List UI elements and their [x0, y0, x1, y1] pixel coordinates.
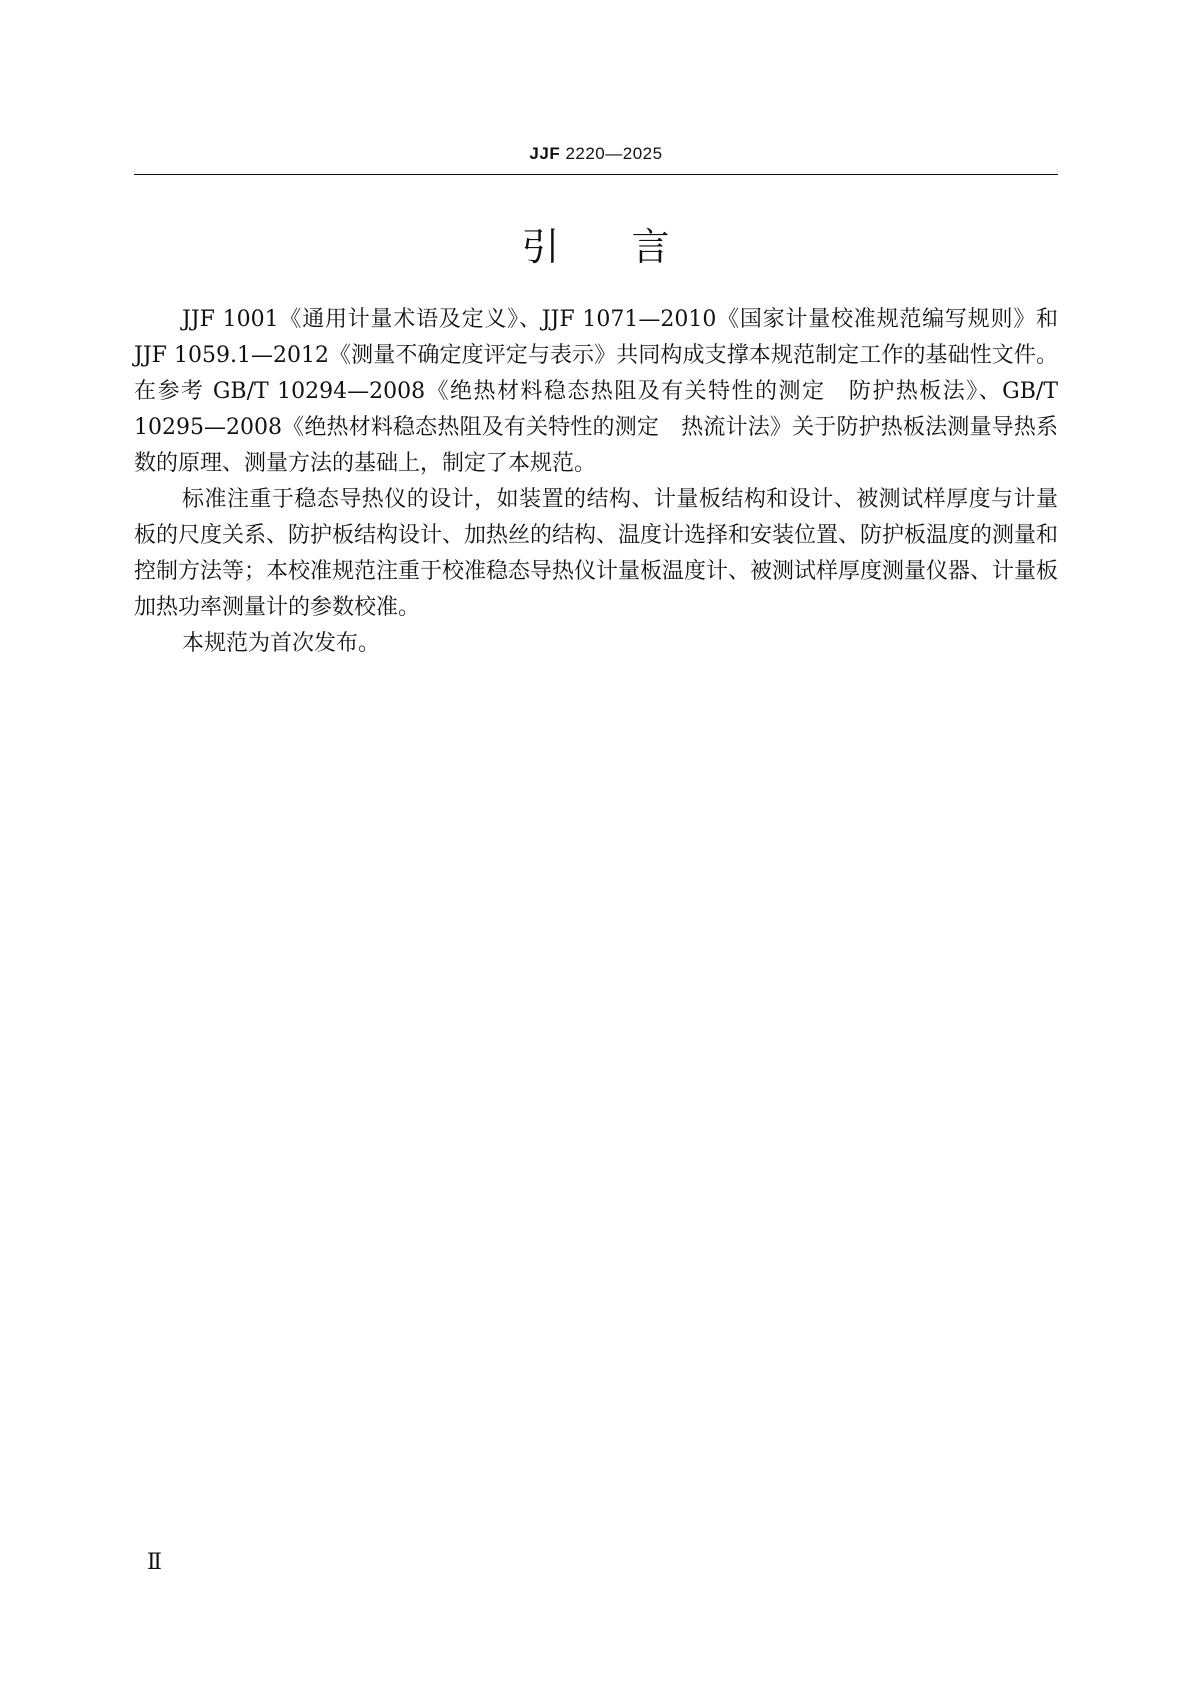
page-title: 引言	[521, 225, 742, 269]
standard-number: 2220—2025	[565, 144, 663, 163]
page-number: Ⅱ	[147, 1550, 162, 1575]
running-header	[134, 144, 1058, 168]
paragraph-focus: 标准注重于稳态导热仪的设计，如装置的结构、计量板结构和设计、被测试样厚度与计量板的尺度关系、防护板结构设计、加热丝的结构、温度计选择和安装位置、防护板温度的测量和控制方法等；本校准规范注重于校准稳态导热仪计量板温度计、被测试样厚度测量仪器、计量板加热功率测量计的参数校准。	[134, 487, 1059, 620]
standard-prefix: JJF	[529, 144, 561, 163]
header-rule	[134, 174, 1058, 175]
body-text	[134, 302, 1058, 662]
paragraph-references: JJF 1001《通用计量术语及定义》、JJF 1071—2010《国家计量校准规范编写规则》和 JJF 1059.1—2012《测量不确定度评定与表示》共同构成支撑本规范制定工作的基础性文件。在参考 GB/T 10294—2008《绝热材料稳态热阻及有关特性的测定 防护热板法》、GB/T 10295—2008《绝热材料稳态热阻及有关特性的测定 热流计法》关于防护热板法测量导热系数的原理、测量方法的基础上，制定了本规范。	[134, 307, 1058, 476]
paragraph-first-release: 本规范为首次发布。	[182, 631, 381, 656]
